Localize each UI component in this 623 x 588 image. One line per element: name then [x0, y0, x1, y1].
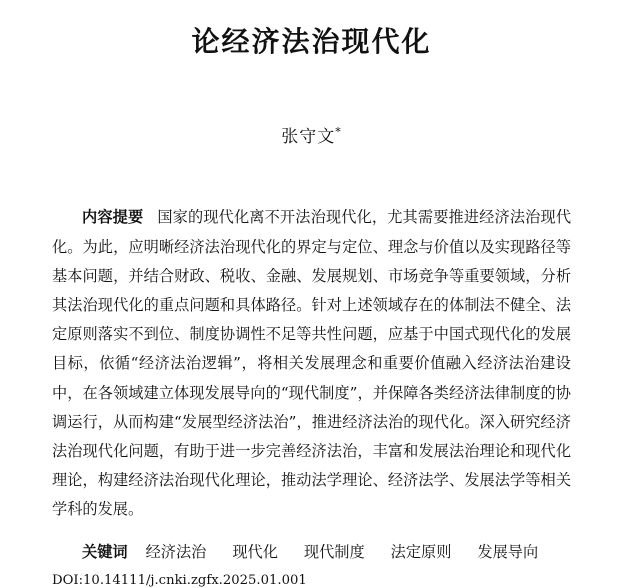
abstract-text: 国家的现代化离不开法治现代化，尤其需要推进经济法治现代化。为此，应明晰经济法治现代化的界定与定位、理念与价值以及实现路径等基本问题，并结合财政、税收、金融、发展规划、市场竞争等重要领域，分析其法治现代化的重点问题和具体路径。针对上述领域存在的体制法不健全、法定原则落实不到位、制度协调性不足等共性问题，应基于中国式现代化的发展目标，依循“经济法治逻辑”，将相关发展理念和重要价值融入经济法治建设中，在各领域建立体现发展导向的“现代制度”，并保障各类经济法律制度的协调运行，从而构建“发展型经济法治”，推进经济法治的现代化。深入研究经济法治现代化问题，有助于进一步完善经济法治，丰富和发展法治理论和现代化理论，构建经济法治现代化理论，推动法学理论、经济法学、发展法学等相关学科的发展。 [52, 208, 572, 519]
keyword-item: 法定原则 [390, 543, 452, 562]
abstract-label: 内容提要 [82, 208, 144, 227]
keywords-list [146, 539, 539, 566]
keyword-item: 现代化 [232, 543, 278, 562]
doi-line: DOI:10.14111/j.cnki.zgfx.2025.01.001 [52, 572, 307, 588]
keyword-item: 发展导向 [477, 543, 539, 562]
page-title: 论经济法治现代化 [191, 25, 432, 58]
keywords-label: 关键词 [82, 543, 128, 562]
abstract-paragraph [52, 203, 571, 524]
author-line [52, 122, 571, 147]
keywords-row [52, 539, 571, 566]
keyword-item: 经济法治 [145, 543, 207, 562]
keyword-item: 现代制度 [303, 543, 365, 562]
author-footnote-mark: * [335, 125, 342, 139]
author-name: 张守文 [281, 127, 336, 148]
